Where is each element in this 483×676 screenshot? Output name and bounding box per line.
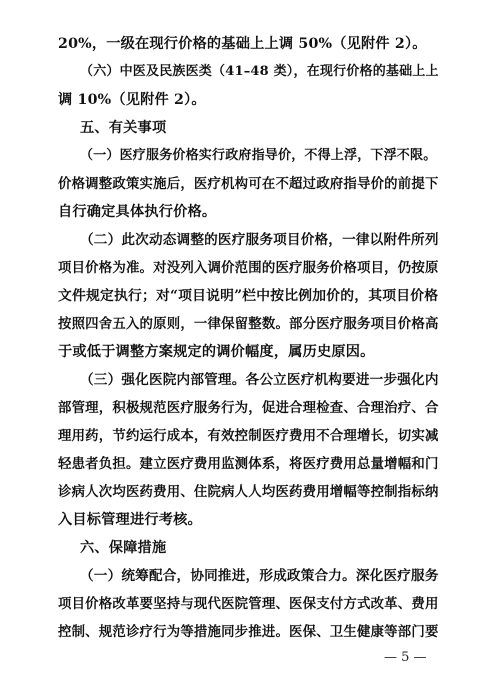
text-line: 自行确定具体执行价格。 [58, 204, 217, 220]
page-number: — 5 — [384, 650, 427, 665]
text-line: （六）中医及民族医类（41–48 类），在现行价格的基础上上 [80, 64, 439, 79]
text-line: 文件规定执行；对“项目说明”栏中按比例加价的，其项目价格 [58, 288, 439, 304]
text-line: 轻患者负担。建立医疗费用监测体系，将医疗费用总量增幅和门 [58, 456, 439, 472]
text-line: 于或低于调整方案规定的调价幅度，属历史原因。 [58, 344, 375, 360]
text-line: 价格调整政策实施后，医疗机构可在不超过政府指导价的前提下 [58, 176, 439, 192]
text-line: 按照四舍五入的原则，一律保留整数。部分医疗服务项目价格高 [58, 316, 439, 332]
text-line: （三）强化医院内部管理。各公立医疗机构要进一步强化内 [80, 372, 439, 388]
text-line: （二）此次动态调整的医疗服务项目价格，一律以附件所列 [80, 232, 439, 248]
text-line: 部管理，积极规范医疗服务行为，促进合理检查、合理治疗、合 [58, 400, 439, 416]
text-line: 项目价格为准。对没列入调价范围的医疗服务价格项目，仍按原 [58, 260, 439, 276]
text-line: 调 10%（见附件 2）。 [58, 92, 206, 108]
text-line: （一）医疗服务价格实行政府指导价，不得上浮，下浮不限。 [80, 148, 437, 163]
text-line: 入目标管理进行考核。 [58, 512, 202, 528]
text-line: 理用药，节约运行成本，有效控制医疗费用不合理增长，切实减 [58, 428, 439, 444]
text-line: 控制、规范诊疗行为等措施同步推进。医保、卫生健康等部门要 [58, 624, 439, 640]
text-line: 项目价格改革要坚持与现代医院管理、医保支付方式改革、费用 [58, 596, 439, 612]
text-line: 20%，一级在现行价格的基础上上调 50%（见附件 2）。 [58, 36, 427, 52]
text-line: 诊病人次均医药费用、住院病人人均医药费用增幅等控制指标纳 [58, 484, 439, 500]
section-heading: 五、有关事项 [80, 120, 167, 136]
section-heading: 六、保障措施 [80, 540, 167, 556]
text-line: （一）统筹配合，协同推进，形成政策合力。深化医疗服务 [80, 568, 439, 584]
